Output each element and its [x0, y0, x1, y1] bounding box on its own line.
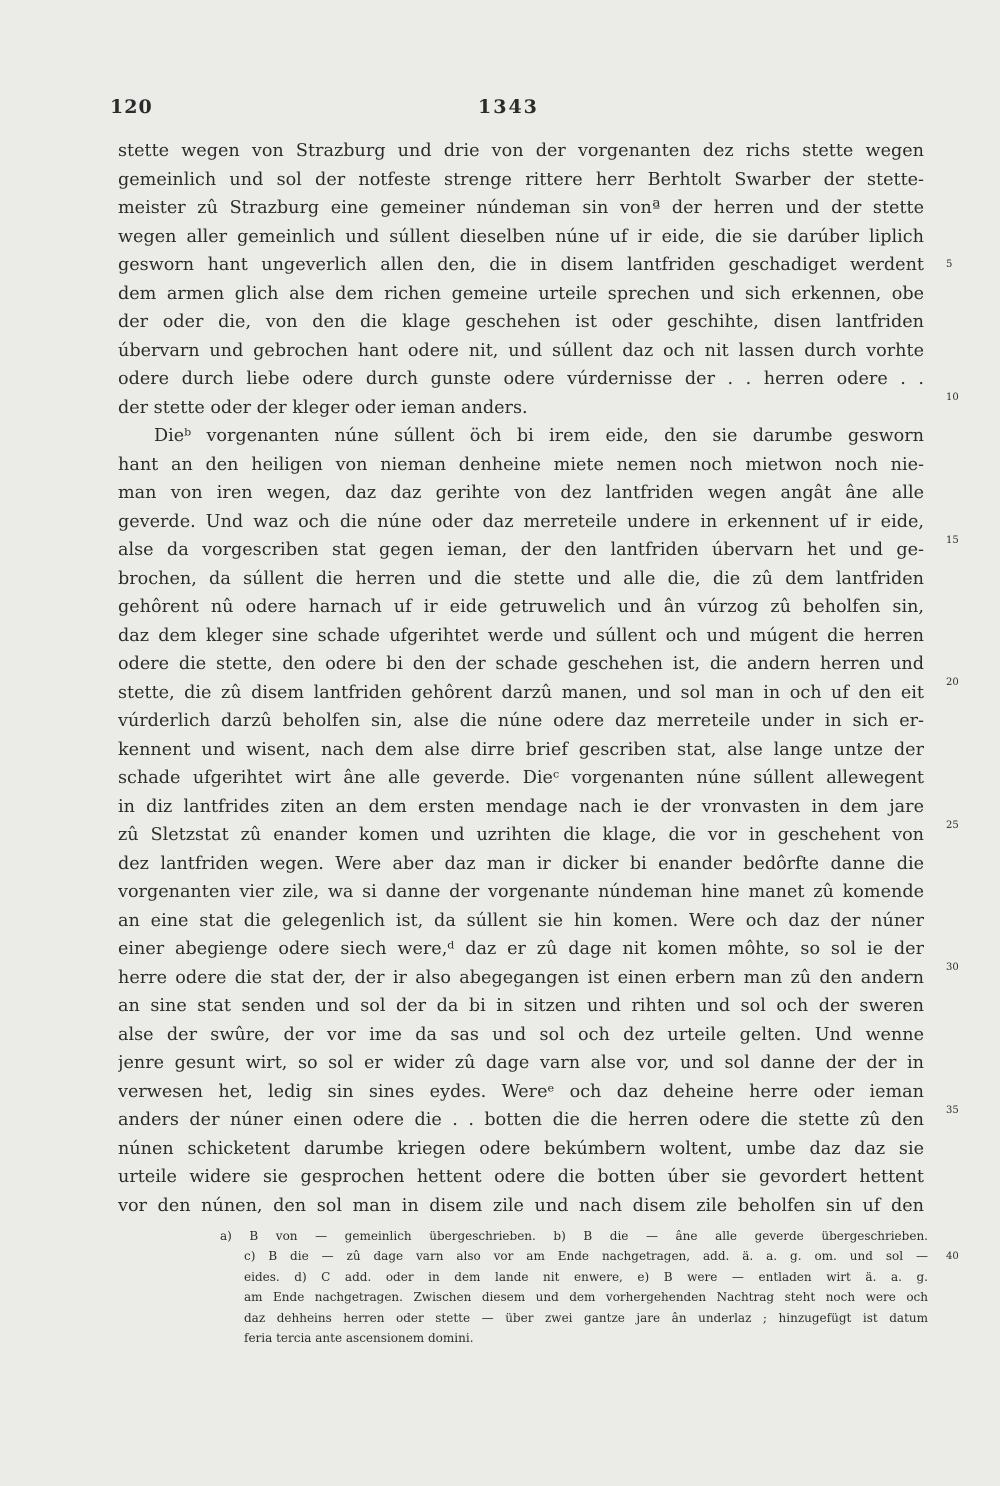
text-line: jenre gesunt wirt, so sol er wider zû dage varn alse vor, und sol danne der der in	[118, 1053, 924, 1073]
text-line: núnen schicketent darumbe kriegen odere bekúmbern woltent, umbe daz daz sie	[118, 1138, 924, 1159]
margin-line-number: 25	[946, 820, 959, 831]
text-line: alse der swûre, der vor ime da sas und sol och dez urteile gelten. Und wenne	[118, 1024, 924, 1045]
text-line: hant an den heiligen von nieman denheine miete nemen noch mietwon noch nie-	[118, 454, 924, 475]
page-number: 120	[110, 96, 153, 118]
text-line: man von iren wegen, daz daz gerihte von dez lantfriden wegen angât âne alle	[118, 483, 924, 503]
text-line: daz dem kleger sine schade ufgerihtet werde und súllent och und múgent die herren	[118, 625, 924, 646]
margin-line-number: 15	[946, 535, 959, 546]
text-line: stette wegen von Strazburg und drie von der vorgenanten dez richs stette wegen	[118, 141, 924, 161]
text-line: vúrderlich darzû beholfen sin, alse die núne odere daz merreteile under in sich er-	[118, 711, 924, 731]
text-line: vor den núnen, den sol man in disem zile und nach disem zile beholfen sin uf den	[118, 1195, 924, 1216]
text-line: der oder die, von den die klage geschehen ist oder geschihte, disen lantfriden	[118, 312, 924, 332]
text-line: dez lantfriden wegen. Were aber daz man ir dicker bi enander bedôrfte danne die	[118, 853, 924, 874]
text-line: herre odere die stat der, der ir also abegegangen ist einen erbern man zû den andern	[118, 967, 924, 988]
text-line: urteile widere sie gesprochen hettent odere die botten úber sie gevordert hettent	[118, 1167, 924, 1187]
footnote-line: eides. d) C add. oder in dem lande nit enwere, e) B were — entladen wirt ä. a. g.	[244, 1269, 928, 1284]
text-line: wegen aller gemeinlich und súllent dieselben núne uf ir eide, die sie darúber liplich	[118, 226, 924, 247]
margin-line-number: 5	[946, 259, 953, 270]
text-line: an sine stat senden und sol der da bi in sitzen und rihten und sol och der sweren	[118, 996, 924, 1016]
text-line: einer abegienge odere siech were,ᵈ daz er zû dage nit komen môhte, so sol ie der	[118, 939, 924, 959]
margin-line-number: 10	[946, 392, 959, 403]
text-line: alse da vorgescriben stat gegen ieman, der den lantfriden úbervarn het und ge-	[118, 540, 924, 560]
text-line: der stette oder der kleger oder ieman anders.	[118, 397, 528, 418]
footnote-line: feria tercia ante ascensionem domini.	[244, 1330, 474, 1345]
text-line: odere durch liebe odere durch gunste odere vúrdernisse der . . herren odere . .	[118, 369, 924, 389]
margin-line-number: 20	[946, 677, 959, 688]
text-line: an eine stat die gelegenlich ist, da súllent sie hin komen. Were och daz der núner	[118, 910, 924, 931]
text-line: verwesen het, ledig sin sines eydes. Wereᵉ och daz deheine herre oder ieman	[118, 1081, 924, 1102]
text-line: vorgenanten vier zile, wa si danne der vorgenante núndeman hine manet zû komende	[118, 882, 924, 902]
text-line: gemeinlich und sol der notfeste strenge rittere herr Berhtolt Swarber der stette-	[118, 169, 924, 190]
text-line: anders der núner einen odere die . . botten die die herren odere die stette zû den	[118, 1110, 924, 1130]
footnote-margin-number: 40	[946, 1251, 959, 1262]
text-line: in diz lantfrides ziten an dem ersten mendage nach ie der vronvasten in dem jare	[118, 796, 924, 817]
text-line: gesworn hant ungeverlich allen den, die in disem lantfriden geschadiget werdent	[118, 255, 924, 275]
footnote-line: a) B von — gemeinlich übergeschrieben. b) B die — âne alle geverde übergeschrieben.	[220, 1229, 928, 1243]
margin-line-number: 35	[946, 1105, 959, 1116]
text-line: dem armen glich alse dem richen gemeine urteile sprechen und sich erkennen, obe	[118, 283, 924, 304]
text-line: Dieᵇ vorgenanten núne súllent öch bi irem eide, den sie darumbe gesworn	[154, 426, 924, 446]
footnote-line: am Ende nachgetragen. Zwischen diesem und dem vorhergehenden Nachtrag steht noch were och	[244, 1290, 928, 1305]
footnote-line: c) B die — zû dage varn also vor am Ende nachgetragen, add. ä. a. g. om. und sol —	[244, 1249, 928, 1264]
text-line: odere die stette, den odere bi den der schade geschehen ist, die andern herren und	[118, 654, 924, 674]
text-line: gehôrent nû odere harnach uf ir eide getruwelich und ân vúrzog zû beholfen sin,	[118, 597, 924, 617]
text-line: meister zû Strazburg eine gemeiner núndeman sin vonª der herren und der stette	[118, 198, 924, 218]
text-line: zû Sletzstat zû enander komen und uzrihten die klage, die vor in geschehent von	[118, 825, 924, 845]
footnote-line: daz dehheins herren oder stette — über zwei gantze jare ân underlaz ; hinzugefügt ist datum	[244, 1310, 928, 1325]
margin-line-number: 30	[946, 962, 959, 973]
document-year-heading: 1343	[478, 96, 539, 118]
text-line: geverde. Und waz och die núne oder daz merreteile undere in erkennent uf ir eide,	[118, 511, 924, 532]
text-line: úbervarn und gebrochen hant odere nit, und súllent daz och nit lassen durch vorhte	[118, 340, 924, 361]
text-line: brochen, da súllent die herren und die stette und alle die, die zû dem lantfriden	[118, 568, 924, 589]
body-text	[118, 137, 924, 1220]
text-line: stette, die zû disem lantfriden gehôrent darzû manen, und sol man in och uf den eit	[118, 682, 924, 703]
text-line: kennent und wisent, nach dem alse dirre brief gescriben stat, alse lange untze der	[118, 739, 924, 760]
footnotes	[220, 1226, 928, 1348]
text-line: schade ufgerihtet wirt âne alle geverde. Dieᶜ vorgenanten núne súllent allewegent	[118, 768, 924, 788]
